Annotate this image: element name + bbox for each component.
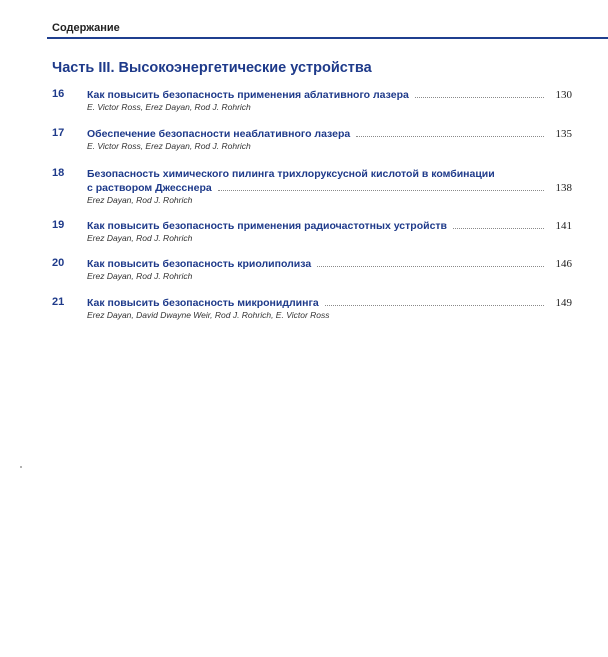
chapter-number: 18 bbox=[52, 167, 65, 179]
chapter-title[interactable]: Как повысить безопасность криолиполиза bbox=[87, 258, 312, 270]
chapter-number: 19 bbox=[52, 219, 65, 231]
running-header: Содержание bbox=[52, 22, 120, 34]
chapter-authors: E. Victor Ross, Erez Dayan, Rod J. Rohrich bbox=[87, 102, 251, 112]
page-number: 146 bbox=[555, 258, 572, 270]
page-number: 141 bbox=[555, 220, 572, 232]
scan-speck bbox=[20, 466, 22, 468]
header-divider bbox=[47, 37, 608, 39]
toc-entry-18[interactable] bbox=[52, 167, 572, 206]
dot-leader bbox=[356, 136, 544, 137]
chapter-title[interactable]: Обеспечение безопасности неаблативного лазера bbox=[87, 128, 351, 140]
page-number: 149 bbox=[555, 297, 572, 309]
chapter-title[interactable]: Как повысить безопасность применения аблативного лазера bbox=[87, 89, 409, 101]
chapter-authors: E. Victor Ross, Erez Dayan, Rod J. Rohrich bbox=[87, 141, 251, 151]
toc-entry-21[interactable] bbox=[52, 296, 572, 321]
toc-entry-17[interactable] bbox=[52, 127, 572, 152]
chapter-number: 20 bbox=[52, 257, 65, 269]
chapter-title[interactable]: Как повысить безопасность применения радиочастотных устройств bbox=[87, 220, 448, 232]
page-number: 138 bbox=[555, 182, 572, 194]
chapter-authors: Erez Dayan, Rod J. Rohrich bbox=[87, 195, 193, 205]
chapter-number: 16 bbox=[52, 88, 65, 100]
toc-entry-20[interactable] bbox=[52, 257, 572, 282]
toc-entry-16[interactable] bbox=[52, 88, 572, 113]
chapter-authors: Erez Dayan, Rod J. Rohrich bbox=[87, 233, 193, 243]
chapter-title[interactable]: Как повысить безопасность микронидлинга bbox=[87, 297, 319, 309]
toc-entry-19[interactable] bbox=[52, 219, 572, 244]
page-number: 130 bbox=[555, 89, 572, 101]
chapter-number: 17 bbox=[52, 127, 65, 139]
chapter-authors: Erez Dayan, David Dwayne Weir, Rod J. Rohrich, E. Victor Ross bbox=[87, 310, 330, 320]
chapter-title-line-1[interactable]: Безопасность химического пилинга трихлоруксусной кислотой в комбинации bbox=[87, 168, 495, 180]
dot-leader bbox=[415, 97, 544, 98]
part-title: Часть III. Высокоэнергетические устройства bbox=[52, 60, 372, 76]
chapter-title-line-2[interactable]: с раствором Джесснера bbox=[87, 182, 212, 194]
page-number: 135 bbox=[555, 128, 572, 140]
dot-leader bbox=[317, 266, 544, 267]
dot-leader bbox=[453, 228, 544, 229]
dot-leader bbox=[325, 305, 544, 306]
chapter-authors: Erez Dayan, Rod J. Rohrich bbox=[87, 271, 193, 281]
dot-leader bbox=[218, 190, 544, 191]
chapter-number: 21 bbox=[52, 296, 65, 308]
